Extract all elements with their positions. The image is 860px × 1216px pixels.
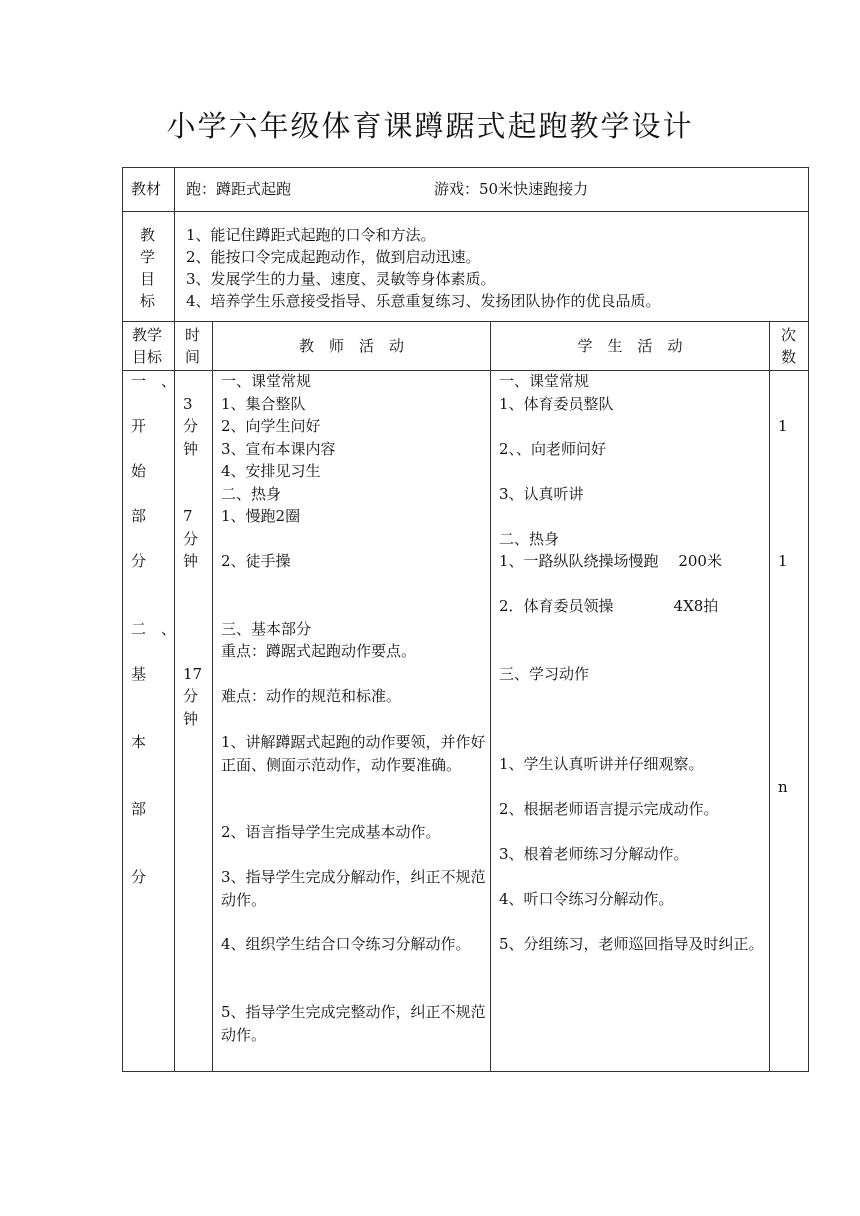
header-student: 学 生 活 动: [577, 337, 683, 355]
material-game: 游戏：50米快速跑接力: [434, 180, 589, 198]
objective-item: 1、能记住蹲距式起跑的口令和方法。: [186, 226, 436, 244]
objective-item: 3、发展学生的力量、速度、灵敏等身体素质。: [186, 270, 496, 288]
material-run: 跑：蹲距式起跑: [186, 180, 292, 198]
material-label: 教材: [131, 180, 162, 198]
objective-item: 4、培养学生乐意接受指导、乐意重复练习、发扬团队协作的优良品质。: [186, 292, 661, 310]
page-title: 小学六年级体育课蹲踞式起跑教学设计: [166, 109, 694, 143]
header-teacher: 教 师 活 动: [298, 337, 404, 355]
objective-item: 2、能按口令完成起跑动作，做到启动迅速。: [186, 248, 481, 266]
